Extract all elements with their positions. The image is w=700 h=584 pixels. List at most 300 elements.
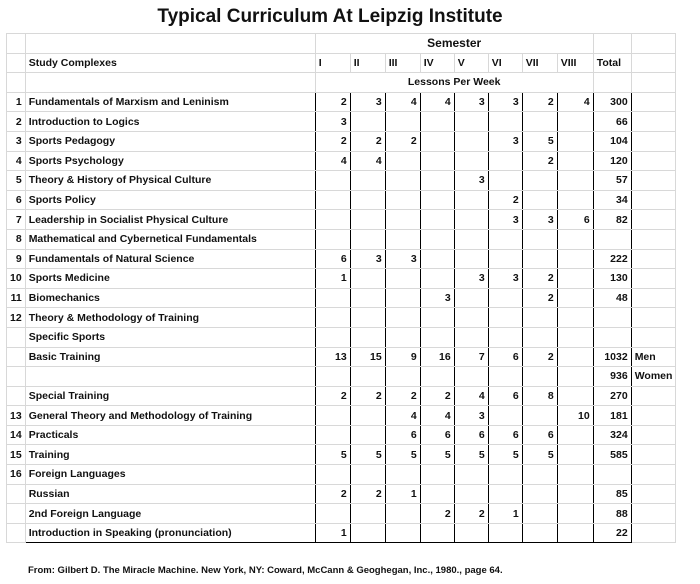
lessons-value: 2 [315, 386, 350, 406]
lessons-value [454, 308, 488, 328]
table-row [7, 210, 676, 230]
lessons-value [488, 229, 522, 249]
lessons-value [454, 229, 488, 249]
lessons-value [454, 367, 488, 387]
lessons-value [557, 386, 593, 406]
gender-note: Men [631, 347, 676, 367]
gender-note [631, 151, 676, 171]
lessons-value [557, 112, 593, 132]
table-row [7, 347, 676, 367]
total-value: 104 [593, 131, 631, 151]
gender-note [631, 327, 676, 347]
lessons-value [557, 269, 593, 289]
lessons-value [557, 229, 593, 249]
lessons-value: 3 [454, 406, 488, 426]
lessons-value [315, 327, 350, 347]
lessons-value [315, 425, 350, 445]
row-number: 16 [7, 465, 26, 485]
study-complex-name: Special Training [25, 386, 315, 406]
lessons-value: 3 [488, 92, 522, 112]
study-complex-name: Fundamentals of Natural Science [25, 249, 315, 269]
lessons-value: 6 [557, 210, 593, 230]
lessons-value [454, 210, 488, 230]
lessons-value: 5 [522, 131, 557, 151]
lessons-value: 5 [350, 445, 385, 465]
semester-header-row [7, 34, 676, 54]
gender-note [631, 92, 676, 112]
study-complex-name: Practicals [25, 425, 315, 445]
lessons-value [488, 367, 522, 387]
gender-note [631, 425, 676, 445]
lessons-value [385, 171, 420, 191]
lessons-value [557, 131, 593, 151]
lessons-value: 2 [522, 151, 557, 171]
lessons-value [420, 327, 454, 347]
gender-note [631, 288, 676, 308]
lessons-value [488, 465, 522, 485]
lessons-value: 2 [385, 131, 420, 151]
lessons-value [522, 229, 557, 249]
lessons-value: 2 [420, 386, 454, 406]
lessons-value: 2 [350, 131, 385, 151]
row-number: 6 [7, 190, 26, 210]
table-row [7, 367, 676, 387]
row-number [7, 327, 26, 347]
row-number: 10 [7, 269, 26, 289]
total-value [593, 465, 631, 485]
gender-note [631, 171, 676, 191]
gender-note [631, 445, 676, 465]
lessons-value: 10 [557, 406, 593, 426]
total-value: 22 [593, 523, 631, 543]
semester-label: Semester [315, 34, 593, 54]
gender-note [631, 386, 676, 406]
lessons-value [557, 327, 593, 347]
lessons-value [488, 327, 522, 347]
total-value: 88 [593, 504, 631, 524]
lessons-value [385, 269, 420, 289]
lessons-value [454, 465, 488, 485]
lessons-value [385, 367, 420, 387]
lessons-value [315, 229, 350, 249]
source-citation: From: Gilbert D. The Miracle Machine. New York, NY: Coward, McCann & Geoghegan, Inc., 1980., page 64. [28, 565, 503, 576]
lessons-value: 4 [420, 406, 454, 426]
row-number: 3 [7, 131, 26, 151]
lessons-value [420, 269, 454, 289]
lessons-value [488, 484, 522, 504]
gender-note [631, 190, 676, 210]
lessons-value: 2 [385, 386, 420, 406]
curriculum-table [6, 33, 676, 543]
lessons-value: 6 [488, 386, 522, 406]
lessons-value [557, 288, 593, 308]
lessons-value: 2 [488, 190, 522, 210]
lessons-value [522, 327, 557, 347]
lessons-value: 5 [522, 445, 557, 465]
study-complex-name: Leadership in Socialist Physical Culture [25, 210, 315, 230]
gender-note [631, 112, 676, 132]
row-number: 11 [7, 288, 26, 308]
table-row [7, 445, 676, 465]
lessons-value [420, 190, 454, 210]
total-value: 181 [593, 406, 631, 426]
lessons-value [522, 484, 557, 504]
table-row [7, 523, 676, 543]
table-row [7, 406, 676, 426]
total-value: 34 [593, 190, 631, 210]
table-row [7, 190, 676, 210]
table-row [7, 504, 676, 524]
lessons-value [488, 406, 522, 426]
lessons-value [385, 112, 420, 132]
table-row [7, 327, 676, 347]
lessons-value [385, 151, 420, 171]
lessons-value [315, 190, 350, 210]
total-value: 270 [593, 386, 631, 406]
row-number: 1 [7, 92, 26, 112]
lessons-value [522, 308, 557, 328]
lessons-value: 6 [385, 425, 420, 445]
lessons-value [454, 151, 488, 171]
gender-note [631, 465, 676, 485]
lessons-value [350, 112, 385, 132]
lessons-value: 3 [454, 269, 488, 289]
lessons-value [557, 425, 593, 445]
lessons-value [350, 210, 385, 230]
row-number [7, 484, 26, 504]
gender-note [631, 523, 676, 543]
lessons-value [454, 288, 488, 308]
lessons-value [350, 367, 385, 387]
lessons-per-week-label: Lessons Per Week [315, 73, 593, 93]
lessons-value [350, 425, 385, 445]
lessons-value: 5 [488, 445, 522, 465]
lessons-value [522, 190, 557, 210]
table-row [7, 92, 676, 112]
lessons-value [522, 504, 557, 524]
lessons-value: 3 [522, 210, 557, 230]
total-value [593, 229, 631, 249]
total-value [593, 327, 631, 347]
lessons-value [420, 151, 454, 171]
lessons-value: 2 [522, 269, 557, 289]
lessons-value: 3 [350, 249, 385, 269]
lessons-value [385, 523, 420, 543]
lessons-value [350, 288, 385, 308]
total-value: 66 [593, 112, 631, 132]
table-row [7, 112, 676, 132]
study-complex-name: Basic Training [25, 347, 315, 367]
lessons-value [350, 269, 385, 289]
lessons-value [454, 523, 488, 543]
lessons-value [557, 465, 593, 485]
lessons-value [557, 504, 593, 524]
lessons-value [315, 406, 350, 426]
lessons-value: 3 [385, 249, 420, 269]
lessons-value: 13 [315, 347, 350, 367]
lessons-value [557, 347, 593, 367]
study-complex-name: Sports Pedagogy [25, 131, 315, 151]
total-value: 222 [593, 249, 631, 269]
lessons-value: 15 [350, 347, 385, 367]
lessons-value [315, 465, 350, 485]
lessons-value [488, 523, 522, 543]
semester-header: VIII [557, 53, 593, 73]
lessons-value [488, 171, 522, 191]
lessons-value [420, 229, 454, 249]
semester-header: VI [488, 53, 522, 73]
row-number: 13 [7, 406, 26, 426]
lessons-value [420, 131, 454, 151]
gender-note [631, 308, 676, 328]
row-number [7, 386, 26, 406]
lessons-value [350, 523, 385, 543]
lessons-value [420, 523, 454, 543]
lessons-value [385, 308, 420, 328]
lessons-value [385, 210, 420, 230]
lessons-value [350, 465, 385, 485]
semester-header: IV [420, 53, 454, 73]
lessons-value [420, 112, 454, 132]
gender-note [631, 269, 676, 289]
lessons-value: 5 [454, 445, 488, 465]
total-value: 48 [593, 288, 631, 308]
lessons-value [315, 210, 350, 230]
study-complex-name: Fundamentals of Marxism and Leninism [25, 92, 315, 112]
table-row [7, 131, 676, 151]
table-row [7, 151, 676, 171]
lessons-value: 2 [522, 288, 557, 308]
study-complex-name: Training [25, 445, 315, 465]
lessons-value: 2 [315, 131, 350, 151]
lessons-value [385, 327, 420, 347]
lessons-value [488, 151, 522, 171]
row-number [7, 504, 26, 524]
lessons-value: 6 [488, 347, 522, 367]
lessons-value: 1 [385, 484, 420, 504]
semester-header: V [454, 53, 488, 73]
semester-header: VII [522, 53, 557, 73]
lessons-header-row [7, 73, 676, 93]
lessons-value: 3 [454, 92, 488, 112]
study-complex-name: Introduction in Speaking (pronunciation) [25, 523, 315, 543]
total-value: 85 [593, 484, 631, 504]
lessons-value [557, 171, 593, 191]
total-value: 120 [593, 151, 631, 171]
gender-note [631, 406, 676, 426]
row-number [7, 523, 26, 543]
lessons-value [315, 288, 350, 308]
lessons-value: 1 [488, 504, 522, 524]
gender-note [631, 504, 676, 524]
total-value: 130 [593, 269, 631, 289]
lessons-value: 5 [385, 445, 420, 465]
study-complex-name: Introduction to Logics [25, 112, 315, 132]
lessons-value [385, 190, 420, 210]
row-number: 15 [7, 445, 26, 465]
lessons-value [557, 367, 593, 387]
lessons-value: 3 [488, 269, 522, 289]
study-complex-name: Theory & Methodology of Training [25, 308, 315, 328]
lessons-value [522, 406, 557, 426]
lessons-value [420, 210, 454, 230]
lessons-value: 2 [350, 386, 385, 406]
lessons-value [522, 367, 557, 387]
row-number: 7 [7, 210, 26, 230]
lessons-value [557, 308, 593, 328]
lessons-value: 4 [420, 92, 454, 112]
lessons-value [522, 523, 557, 543]
study-complex-name: Biomechanics [25, 288, 315, 308]
study-complex-name: Foreign Languages [25, 465, 315, 485]
total-header: Total [593, 53, 631, 73]
total-value: 1032 [593, 347, 631, 367]
lessons-value: 4 [557, 92, 593, 112]
lessons-value: 3 [420, 288, 454, 308]
lessons-value [522, 465, 557, 485]
lessons-value [350, 171, 385, 191]
lessons-value [315, 504, 350, 524]
lessons-value: 3 [488, 131, 522, 151]
lessons-value: 3 [488, 210, 522, 230]
table-row [7, 465, 676, 485]
lessons-value [350, 190, 385, 210]
lessons-value [557, 190, 593, 210]
study-complex-name: Sports Medicine [25, 269, 315, 289]
lessons-value: 2 [522, 92, 557, 112]
lessons-value: 2 [454, 504, 488, 524]
lessons-value: 5 [420, 445, 454, 465]
lessons-value [454, 190, 488, 210]
gender-note [631, 484, 676, 504]
total-value: 936 [593, 367, 631, 387]
study-complex-name: Theory & History of Physical Culture [25, 171, 315, 191]
lessons-value: 6 [315, 249, 350, 269]
lessons-value [454, 249, 488, 269]
gender-note [631, 210, 676, 230]
lessons-value: 2 [420, 504, 454, 524]
lessons-value: 2 [350, 484, 385, 504]
row-number [7, 347, 26, 367]
row-number: 4 [7, 151, 26, 171]
lessons-value: 4 [350, 151, 385, 171]
lessons-value [454, 131, 488, 151]
lessons-value [385, 504, 420, 524]
lessons-value [315, 171, 350, 191]
study-complex-name: Mathematical and Cybernetical Fundamentals [25, 229, 315, 249]
lessons-value: 4 [454, 386, 488, 406]
lessons-value [420, 367, 454, 387]
lessons-value [454, 327, 488, 347]
lessons-value: 2 [522, 347, 557, 367]
lessons-value: 2 [315, 92, 350, 112]
lessons-value: 2 [315, 484, 350, 504]
lessons-value [488, 112, 522, 132]
column-header-row [7, 53, 676, 73]
table-row [7, 288, 676, 308]
lessons-value [454, 484, 488, 504]
lessons-value: 6 [454, 425, 488, 445]
row-number: 2 [7, 112, 26, 132]
semester-header: I [315, 53, 350, 73]
lessons-value [385, 465, 420, 485]
row-number: 9 [7, 249, 26, 269]
lessons-value [488, 288, 522, 308]
lessons-value [557, 151, 593, 171]
gender-note [631, 249, 676, 269]
lessons-value: 4 [315, 151, 350, 171]
row-number: 12 [7, 308, 26, 328]
lessons-value: 9 [385, 347, 420, 367]
lessons-value: 16 [420, 347, 454, 367]
study-complex-name: Specific Sports [25, 327, 315, 347]
gender-note: Women [631, 367, 676, 387]
table-row [7, 308, 676, 328]
lessons-value: 6 [420, 425, 454, 445]
lessons-value [522, 249, 557, 269]
lessons-value [522, 112, 557, 132]
total-value: 324 [593, 425, 631, 445]
lessons-value: 8 [522, 386, 557, 406]
row-number: 14 [7, 425, 26, 445]
gender-note [631, 131, 676, 151]
total-value: 57 [593, 171, 631, 191]
study-complex-name: Russian [25, 484, 315, 504]
study-complex-name [25, 367, 315, 387]
lessons-value [420, 484, 454, 504]
lessons-value [522, 171, 557, 191]
lessons-value [315, 367, 350, 387]
lessons-value [385, 288, 420, 308]
lessons-value [350, 504, 385, 524]
table-row [7, 269, 676, 289]
lessons-value [315, 308, 350, 328]
total-value: 585 [593, 445, 631, 465]
total-value: 300 [593, 92, 631, 112]
lessons-value [557, 484, 593, 504]
table-row [7, 386, 676, 406]
semester-header: III [385, 53, 420, 73]
study-complex-name: Sports Policy [25, 190, 315, 210]
lessons-value: 4 [385, 92, 420, 112]
lessons-value [420, 171, 454, 191]
lessons-value [420, 308, 454, 328]
lessons-value [454, 112, 488, 132]
lessons-value [557, 249, 593, 269]
lessons-value [350, 327, 385, 347]
lessons-value [350, 229, 385, 249]
table-row [7, 229, 676, 249]
lessons-value: 4 [385, 406, 420, 426]
lessons-value [385, 229, 420, 249]
lessons-value [420, 465, 454, 485]
lessons-value: 6 [522, 425, 557, 445]
lessons-value: 5 [315, 445, 350, 465]
lessons-value: 3 [350, 92, 385, 112]
gender-note [631, 229, 676, 249]
semester-header: II [350, 53, 385, 73]
lessons-value: 3 [454, 171, 488, 191]
lessons-value: 1 [315, 269, 350, 289]
table-row [7, 171, 676, 191]
lessons-value: 3 [315, 112, 350, 132]
lessons-value [557, 445, 593, 465]
table-row [7, 484, 676, 504]
lessons-value: 1 [315, 523, 350, 543]
row-number [7, 367, 26, 387]
study-complex-name: General Theory and Methodology of Training [25, 406, 315, 426]
lessons-value [488, 308, 522, 328]
